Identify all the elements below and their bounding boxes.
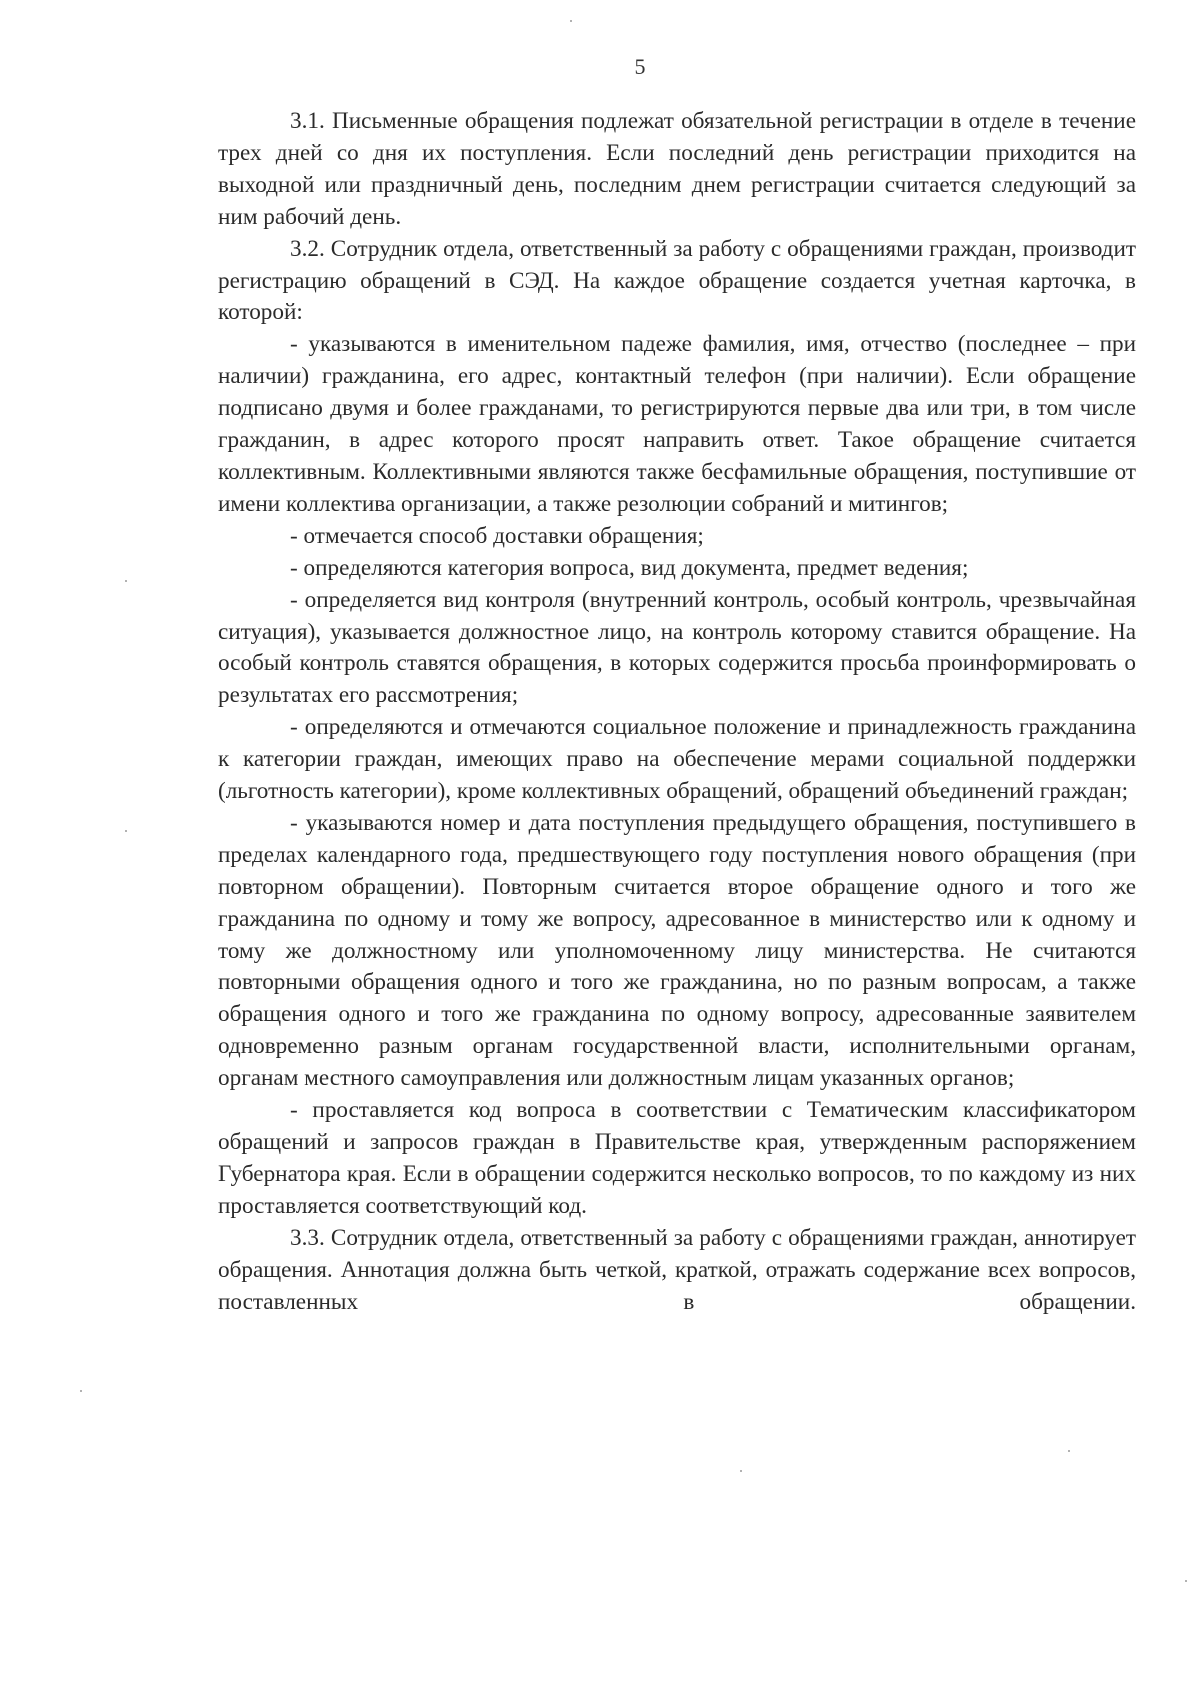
list-item-question-code: - проставляется код вопроса в соответствии с Тематическим классификатором обращений и запросов граждан в Правительстве края, утвержденным распоряжением Губернатора края. Если в обращении содержится несколько вопросов, то по каждому из них проставляется соответствующий код. — [218, 1097, 1136, 1219]
scan-speck — [570, 20, 572, 22]
paragraph-3-3: 3.3. Сотрудник отдела, ответственный за работу с обращениями граждан, аннотирует обращения. Аннотация должна быть четкой, краткой, отражать содержание всех вопросов, поставленных в обращении. — [218, 1224, 1136, 1315]
paragraph-3-1: 3.1. Письменные обращения подлежат обязательной регистрации в отделе в течение трех дней со дня их поступления. Если последний день регистрации приходится на выходной или праздничный день, последним днем регистрации считается следующий за ним рабочий день. — [218, 108, 1136, 230]
paragraph-3-2: 3.2. Сотрудник отдела, ответственный за работу с обращениями граждан, производит регистрацию обращений в СЭД. На каждое обращение создается учетная карточка, в которой: — [218, 235, 1136, 326]
scan-speck — [125, 830, 127, 832]
scan-speck — [740, 1470, 742, 1472]
scan-speck — [80, 1390, 82, 1392]
page-number: 5 — [634, 54, 646, 79]
list-item-delivery-method: - отмечается способ доставки обращения; — [290, 522, 704, 549]
scan-speck — [1185, 1580, 1187, 1582]
list-item-control-type: - определяется вид контроля (внутренний контроль, особый контроль, чрезвычайная ситуация), указывается должностное лицо, на контроль которому ставится обращение. На особый контроль ставятся обращения, в которых содержится просьба проинформировать о результатах его рассмотрения; — [218, 586, 1136, 709]
scan-speck — [1068, 1450, 1070, 1452]
list-item-full-name-address: - указываются в именительном падеже фамилия, имя, отчество (последнее – при наличии) гражданина, его адрес, контактный телефон (при наличии). Если обращение подписано двумя и более гражданами, то регистрируются первые два или три, в том числе гражданин, в адрес которого просят направить ответ. Такое обращение считается коллективным. Коллективными являются также бесфамильные обращения, поступившие от имени коллектива организации, а также резолюции собраний и митингов; — [218, 331, 1136, 517]
document-body — [218, 106, 1136, 1318]
list-item-previous-appeal: - указываются номер и дата поступления предыдущего обращения, поступившего в пределах календарного года, предшествующего году поступления нового обращения (при повторном обращении). Повторным считается второе обращение одного и того же гражданина по одному и тому же вопросу, адресованное в министерство или к одному и тому же должностному или уполномоченному лицу министерства. Не считаются повторными обращения одного и того же гражданина, но по разным вопросам, а также обращения одного и того же гражданина по одному вопросу, адресованные заявителем одновременно разным органам государственной власти, исполнительными органам, органам местного самоуправления или должностным лицам указанных органов; — [218, 809, 1136, 1092]
list-item-social-status: - определяются и отмечаются социальное положение и принадлежность гражданина к категории граждан, имеющих право на обеспечение мерами социальной поддержки (льготность категории), кроме коллективных обращений, обращений объединений граждан; — [218, 714, 1136, 805]
scan-speck — [125, 580, 127, 582]
list-item-question-category: - определяются категория вопроса, вид документа, предмет ведения; — [290, 554, 969, 581]
